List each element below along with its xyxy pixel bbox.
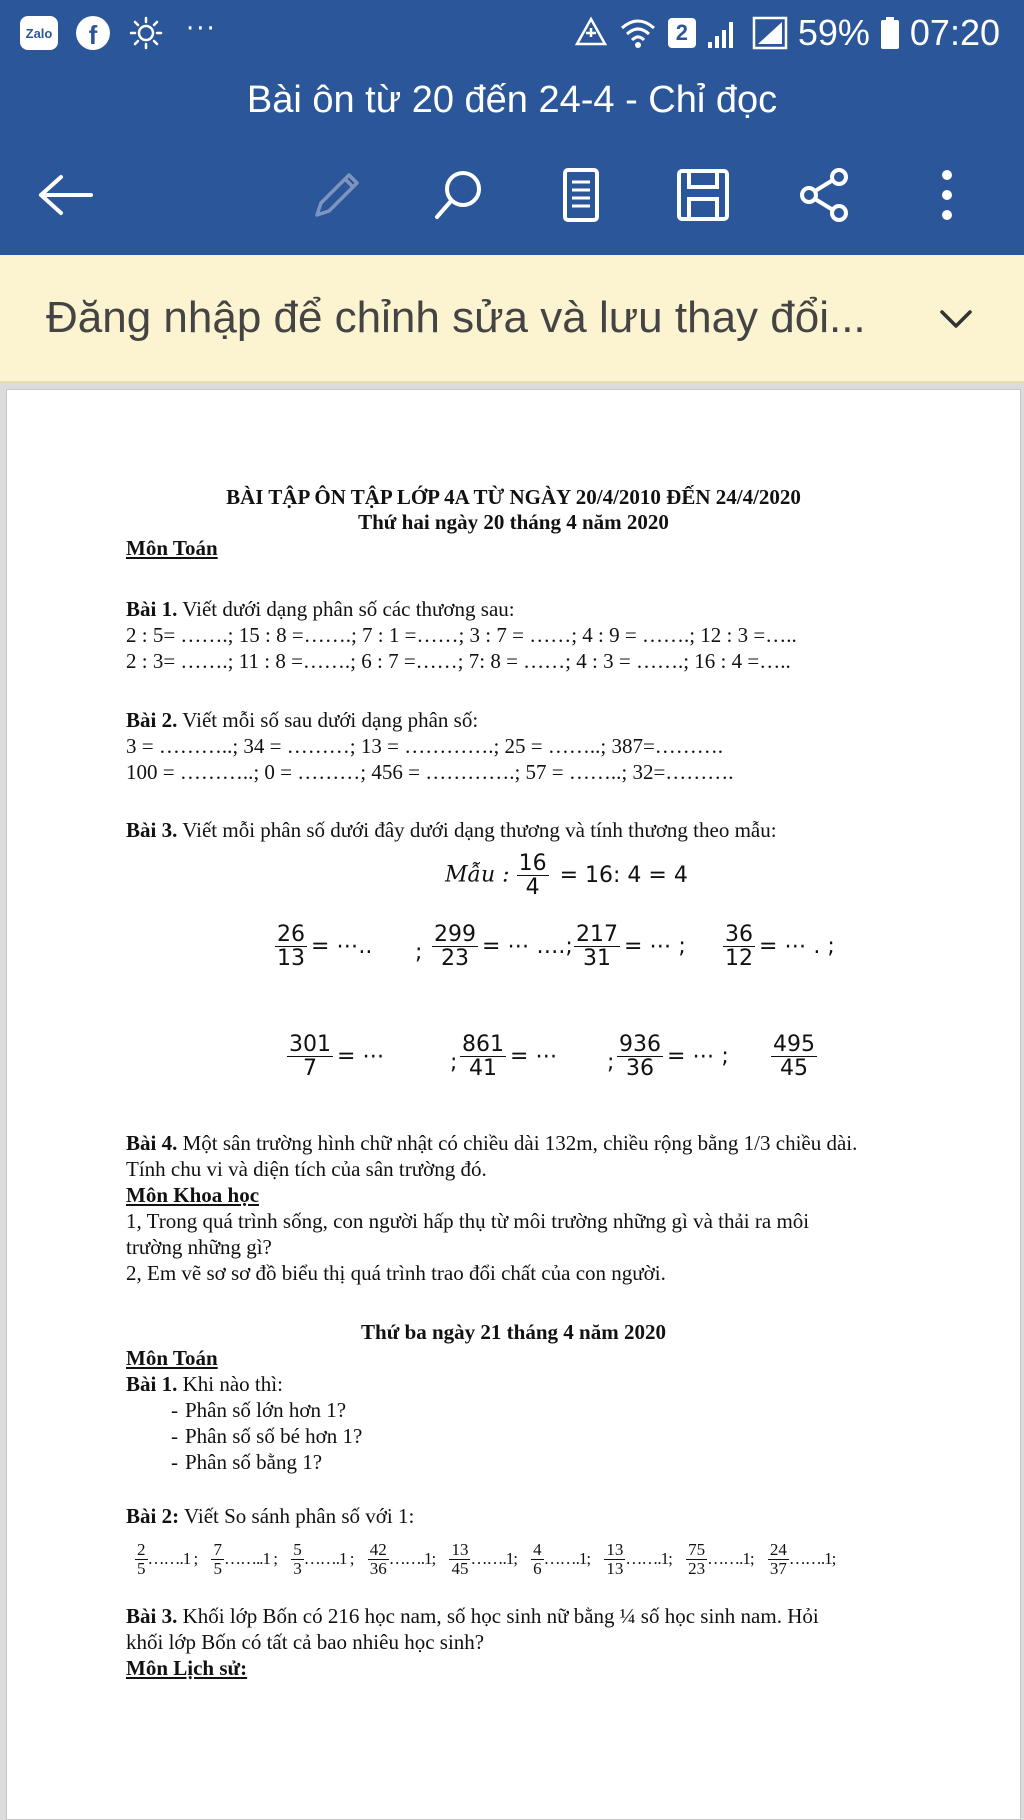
sample-result: = 16: 4 = 4 — [559, 862, 688, 888]
numerator: 301 — [289, 1032, 331, 1057]
exercise-text: Viết So sánh phân số với 1: — [179, 1504, 415, 1528]
denominator: 45 — [451, 1558, 469, 1578]
numerator: 936 — [619, 1032, 661, 1057]
compare-item — [449, 1541, 516, 1578]
exercise-heading — [126, 1504, 414, 1528]
fraction-blank: = ⋯ . ; — [759, 933, 835, 959]
compare-blank: …….1 ; — [303, 1549, 354, 1569]
denominator: 13 — [277, 946, 305, 972]
denominator: 23 — [688, 1558, 706, 1578]
list-item: - Phân số số bé hơn 1? — [185, 1424, 362, 1448]
document-viewport[interactable] — [0, 383, 1024, 1820]
compare-item — [768, 1541, 835, 1578]
denominator: 36 — [626, 1056, 654, 1082]
compare-blank: ……..1 ; — [223, 1549, 277, 1569]
numerator: 2 — [137, 1540, 146, 1559]
edit-button[interactable] — [302, 160, 372, 230]
back-arrow-icon — [37, 173, 93, 217]
list-item: - Phân số lớn hơn 1? — [185, 1398, 346, 1422]
exercise-line: khối lớp Bốn có tất cả bao nhiêu học sinh? — [126, 1630, 485, 1654]
compare-blank: …….1 ; — [147, 1549, 198, 1569]
subject-heading: Môn Toán — [126, 536, 218, 560]
exercise-label: Bài 3. — [126, 1604, 178, 1628]
fraction-item — [287, 1033, 384, 1080]
numerator: 13 — [451, 1540, 469, 1559]
sign-in-banner[interactable] — [0, 255, 1024, 383]
reading-view-icon — [559, 167, 603, 223]
numerator: 75 — [688, 1540, 706, 1559]
exercise-text: Khối lớp Bốn có 216 học nam, số học sinh nữ bằng ¼ số học sinh nam. Hỏi — [177, 1604, 819, 1628]
exercise-heading — [126, 818, 777, 842]
denominator: 4 — [525, 875, 540, 901]
facebook-icon: f — [76, 16, 110, 50]
pencil-icon — [309, 167, 365, 223]
denominator: 12 — [725, 946, 753, 972]
fraction-blank: = ⋯ ; — [667, 1043, 729, 1069]
denominator: 37 — [769, 1558, 787, 1578]
compare-item — [368, 1541, 435, 1578]
sim-icon: 2 — [668, 18, 696, 48]
numerator: 24 — [769, 1540, 787, 1559]
search-button[interactable] — [424, 160, 494, 230]
numerator: 495 — [773, 1032, 815, 1057]
denominator: 31 — [583, 946, 611, 972]
fraction-item — [574, 923, 686, 970]
exercise-text: Khi nào thì: — [177, 1372, 283, 1396]
status-bar — [0, 0, 1024, 70]
sign-in-message: Đăng nhập để chỉnh sửa và lưu thay đổi... — [46, 293, 866, 342]
denominator: 41 — [469, 1056, 497, 1082]
denominator: 23 — [441, 946, 469, 972]
exercise-heading — [126, 1131, 857, 1155]
denominator: 5 — [213, 1558, 222, 1578]
exercise-line: 100 = ………..; 0 = ………; 456 = ………….; 57 = ……..; 32=………. — [126, 760, 734, 784]
doc-title: BÀI TẬP ÔN TẬP LỚP 4A TỪ NGÀY 20/4/2010 ĐẾN 24/4/2020 — [226, 485, 801, 509]
compare-blank: …….1; — [788, 1549, 836, 1569]
exercise-heading — [126, 1604, 819, 1628]
exercise-line: 3 = ………..; 34 = ………; 13 = ………….; 25 = ……..; 387=………. — [126, 734, 724, 758]
signal-icon — [706, 16, 742, 50]
fraction-item — [771, 1033, 817, 1080]
fraction-blank: = ⋯ — [337, 1043, 385, 1069]
numerator: 299 — [434, 922, 476, 947]
compare-item — [686, 1541, 753, 1578]
separator: ; — [450, 1050, 458, 1075]
fraction — [517, 852, 549, 899]
fraction-item — [617, 1033, 729, 1080]
exercise-line: 2 : 3= …….; 11 : 8 =…….; 6 : 7 =……; 7: 8 = ……; 4 : 3 = …….; 16 : 4 =….. — [126, 649, 791, 673]
fraction-blank: = ⋯.. — [311, 933, 373, 959]
numerator: 16 — [518, 851, 547, 876]
numerator: 4 — [533, 1540, 542, 1559]
exercise-label: Bài 3. — [126, 818, 178, 842]
denominator: 6 — [533, 1558, 542, 1578]
separator: ; — [607, 1050, 615, 1075]
clock: 07:20 — [909, 12, 1000, 53]
subject-heading: Môn Toán — [126, 1346, 218, 1370]
numerator: 36 — [725, 922, 753, 947]
exercise-label: Bài 2: — [126, 1504, 180, 1528]
denominator: 13 — [606, 1558, 624, 1578]
save-button[interactable] — [668, 160, 738, 230]
battery-percent: 59% — [797, 12, 870, 53]
chevron-down-icon[interactable] — [936, 299, 976, 339]
more-options-button[interactable] — [912, 160, 982, 230]
numerator: 26 — [277, 922, 305, 947]
exercise-line: 1, Trong quá trình sống, con người hấp thụ từ môi trường những gì và thải ra môi — [126, 1209, 810, 1233]
subject-heading: Môn Lịch sử: — [126, 1656, 248, 1680]
data-saver-icon — [574, 16, 608, 50]
share-icon — [797, 167, 853, 223]
exercise-text: Viết dưới dạng phân số các thương sau: — [177, 597, 515, 621]
battery-icon — [880, 16, 900, 50]
denominator: 3 — [293, 1558, 302, 1578]
wifi-icon — [618, 16, 658, 50]
numerator: 5 — [293, 1540, 302, 1559]
separator: ; — [415, 940, 423, 965]
exercise-label: Bài 2. — [126, 708, 178, 732]
sample-formula — [445, 852, 688, 899]
exercise-text: Viết mỗi phân số dưới đây dưới dạng thương và tính thương theo mẫu: — [177, 818, 777, 842]
exercise-text: Một sân trường hình chữ nhật có chiều dài 132m, chiều rộng bằng 1/3 chiều dài. — [177, 1131, 858, 1155]
exercise-line: Tính chu vi và diện tích của sân trường đó. — [126, 1157, 487, 1181]
denominator: 45 — [780, 1056, 808, 1082]
numerator: 13 — [606, 1540, 624, 1559]
back-button[interactable] — [30, 160, 100, 230]
exercise-heading — [126, 708, 478, 732]
document-page — [6, 389, 1021, 1820]
list-item: - Phân số bằng 1? — [185, 1450, 322, 1474]
fraction-item — [432, 923, 573, 970]
more-dots-icon: ··· — [186, 14, 217, 44]
sample-label: Mẫu : — [445, 862, 510, 888]
compare-blank: …….1; — [543, 1549, 591, 1569]
fraction-item — [723, 923, 835, 970]
fraction-blank: = ⋯ ; — [624, 933, 686, 959]
exercise-line: 2 : 5= …….; 15 : 8 =…….; 7 : 1 =……; 3 : 7 = ……; 4 : 9 = …….; 12 : 3 =….. — [126, 623, 797, 647]
compare-blank: …….1; — [707, 1549, 754, 1569]
weather-icon — [128, 16, 168, 50]
compare-item — [135, 1541, 197, 1578]
compare-blank: …….1; — [625, 1549, 672, 1569]
compare-item — [211, 1541, 276, 1578]
share-button[interactable] — [790, 160, 860, 230]
exercise-line: trường những gì? — [126, 1235, 272, 1259]
save-icon — [675, 167, 731, 223]
exercise-line: 2, Em vẽ sơ sơ đồ biểu thị quá trình trao đổi chất của con người. — [126, 1261, 666, 1285]
exercise-label: Bài 1. — [126, 597, 178, 621]
numerator: 7 — [213, 1540, 222, 1559]
denominator: 5 — [137, 1558, 146, 1578]
document-title: Bài ôn từ 20 đến 24-4 - Chỉ đọc — [0, 70, 1024, 130]
exercise-heading — [126, 597, 515, 621]
compare-blank: …….1; — [470, 1549, 517, 1569]
fraction-blank: = ⋯ ….; — [482, 933, 573, 959]
zalo-icon: Zalo — [20, 16, 58, 50]
exercise-label: Bài 1. — [126, 1372, 178, 1396]
more-vertical-icon — [937, 167, 957, 223]
fraction-blank: = ⋯ — [510, 1043, 558, 1069]
subject-heading: Môn Khoa học — [126, 1183, 260, 1207]
exercise-heading — [126, 1372, 283, 1396]
compare-item — [531, 1541, 590, 1578]
fraction-item — [460, 1033, 557, 1080]
reading-view-button[interactable] — [546, 160, 616, 230]
numerator: 217 — [576, 922, 618, 947]
compare-blank: …….1; — [388, 1549, 436, 1569]
exercise-text: Viết mỗi số sau dưới dạng phân số: — [177, 708, 479, 732]
denominator: 7 — [303, 1056, 317, 1082]
day-heading: Thứ ba ngày 21 tháng 4 năm 2020 — [361, 1320, 666, 1344]
compare-item — [604, 1541, 671, 1578]
numerator: 861 — [462, 1032, 504, 1057]
compare-item — [291, 1541, 353, 1578]
fraction-item — [275, 923, 372, 970]
numerator: 42 — [369, 1540, 387, 1559]
compare-row — [135, 1540, 845, 1578]
exercise-label: Bài 4. — [126, 1131, 178, 1155]
search-icon — [431, 167, 487, 223]
toolbar — [0, 130, 1024, 255]
signal-box-icon — [752, 16, 788, 50]
denominator: 36 — [369, 1558, 387, 1578]
day-heading: Thứ hai ngày 20 tháng 4 năm 2020 — [358, 510, 669, 534]
